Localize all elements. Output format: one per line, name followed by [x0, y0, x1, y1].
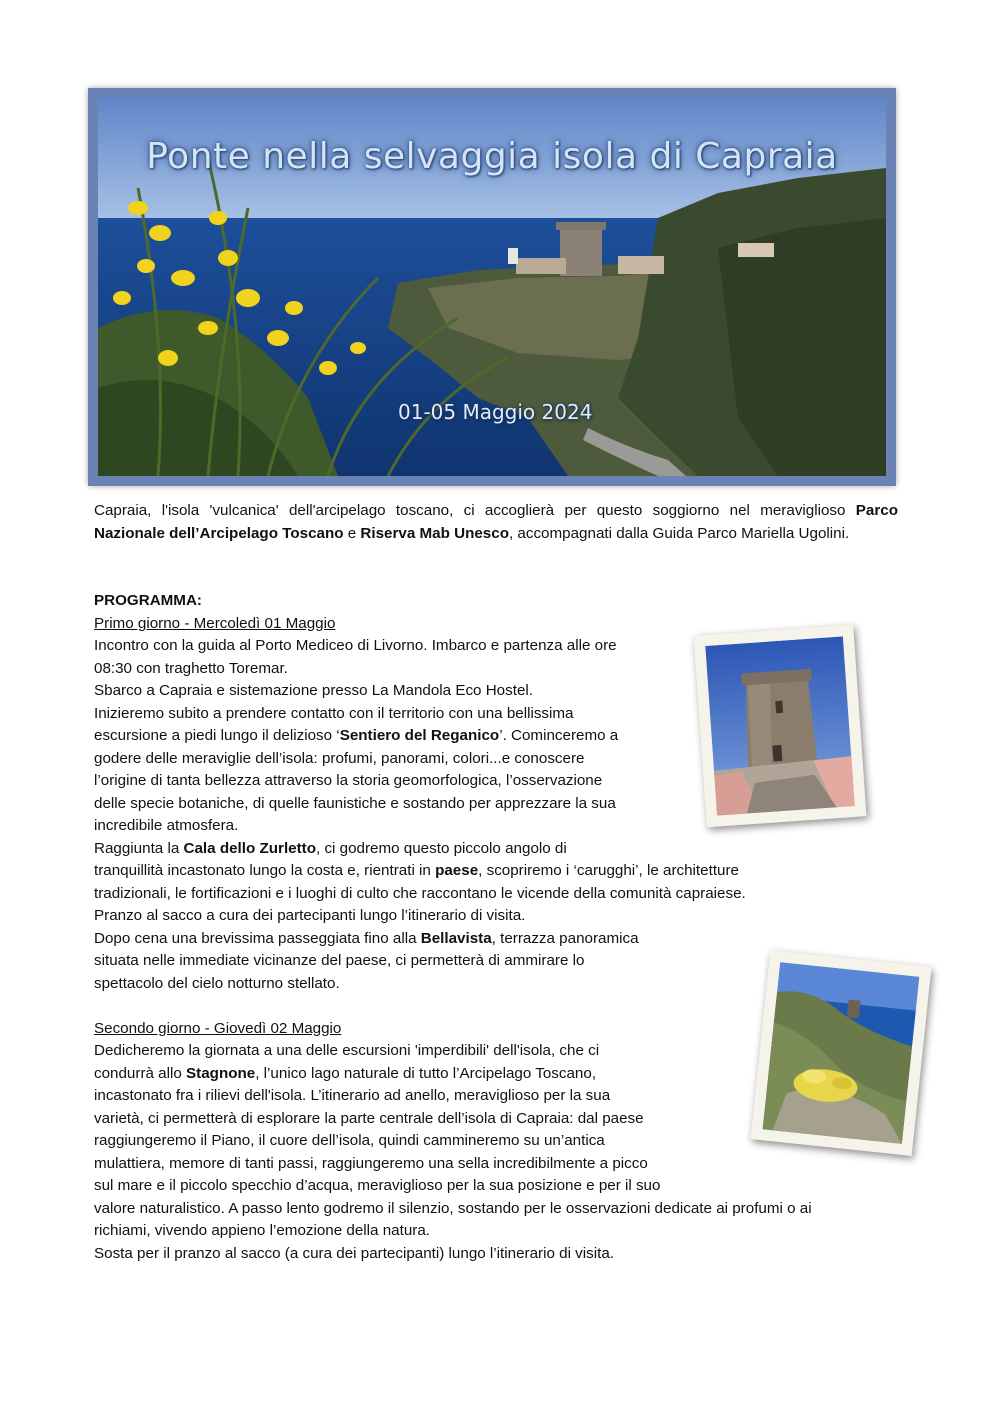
- cove-name: Cala dello Zurletto: [183, 839, 316, 857]
- tower-photo: [693, 625, 866, 828]
- day1-text: , ci godremo questo piccolo angolo di: [316, 839, 567, 857]
- day2-title: Secondo giorno - Giovedì 02 Maggio: [94, 1019, 342, 1037]
- day1-line: incredibile atmosfera.: [94, 817, 239, 834]
- day2-line: richiami, vivendo appieno l’emozione della natura.: [94, 1222, 431, 1239]
- day1-line: [94, 838, 898, 861]
- tower-image: [705, 636, 855, 815]
- program-heading: PROGRAMMA:: [94, 592, 202, 609]
- day1-text: escursione a piedi lungo il delizioso ‘: [94, 727, 340, 744]
- village-name: paese: [435, 862, 479, 879]
- day1-line: tradizionali, le fortificazioni e i luoghi di culto che raccontano le vicende della comunità capraiese.: [94, 884, 746, 902]
- day2-text: condurrà allo: [94, 1064, 187, 1082]
- day1-title: Primo giorno - Mercoledì 01 Maggio: [94, 614, 336, 632]
- day1-text: Dopo cena una brevissima passeggiata fino alla: [94, 929, 421, 947]
- banner-photo: [98, 98, 886, 476]
- day2-line: mulattiera, memore di tanti passi, raggiungeremo una sella incredibilmente a picco: [94, 1154, 648, 1172]
- intro-park-name: Parco Nazionale dell’Arcipelago Toscano: [94, 502, 898, 542]
- day1-line: Inizieremo subito a prendere contatto con il territorio con una bellissima: [94, 704, 574, 722]
- day1-line: [94, 860, 898, 883]
- day2-text: , l’unico lago naturale di tutto l’Arcipelago Toscano,: [255, 1064, 597, 1082]
- day1-line: delle specie botaniche, di quelle faunistiche e sostando per apprezzare la sua: [94, 794, 616, 812]
- viewpoint-name: Bellavista: [420, 929, 492, 947]
- day2-line: sul mare e il piccolo specchio d’acqua, meraviglioso per la sua posizione e per il suo: [94, 1177, 661, 1194]
- day1-line: [94, 928, 898, 951]
- day1-line: situata nelle immediate vicinanze del paese, ci permetterà di ammirare lo: [94, 952, 585, 969]
- landscape-photo: [751, 950, 932, 1156]
- day1-text: Raggiunta la: [94, 839, 184, 857]
- header-banner: [88, 88, 896, 486]
- banner-dates: 01-05 Maggio 2024: [398, 400, 593, 424]
- hillside-image: [763, 962, 920, 1144]
- intro-text: , accompagnati dalla Guida Parco Mariella Ugolini.: [508, 524, 850, 542]
- day2-line: varietà, ci permetterà di esplorare la parte centrale dell’isola di Capraia: dal paese: [94, 1109, 644, 1127]
- intro-text: e: [343, 524, 361, 542]
- day1-line: l’origine di tanta bellezza attraverso la storia geomorfologica, l’osservazione: [94, 772, 603, 789]
- day1-line: Sbarco a Capraia e sistemazione presso La Mandola Eco Hostel.: [94, 682, 533, 699]
- day2-line: valore naturalistico. A passo lento godremo il silenzio, sostando per le osservazioni dedicate ai profumi o ai: [94, 1199, 812, 1217]
- day1-text: , terrazza panoramica: [491, 929, 639, 947]
- day1-line: godere delle meraviglie dell’isola: profumi, panorami, colori...e conoscere: [94, 749, 585, 767]
- day1-text: ’. Cominceremo a: [499, 727, 619, 744]
- banner-title: Ponte nella selvaggia isola di Capraia: [146, 136, 838, 177]
- lake-name: Stagnone: [186, 1064, 256, 1082]
- day1-line: Pranzo al sacco a cura dei partecipanti lungo l’itinerario di visita.: [94, 907, 526, 924]
- trail-name: Sentiero del Reganico: [339, 727, 500, 744]
- intro-reserve-name: Riserva Mab Unesco: [360, 524, 509, 542]
- intro-text: Capraia, l'isola 'vulcanica' dell'arcipelago toscano, ci accoglierà per questo soggiorno nel meraviglioso: [94, 502, 856, 519]
- day1-line: 08:30 con traghetto Toremar.: [94, 659, 288, 677]
- day2-line: Dedicheremo la giornata a una delle escursioni 'imperdibili' dell'isola, che ci: [94, 1042, 600, 1059]
- day2-line: Sosta per il pranzo al sacco (a cura dei partecipanti) lungo l’itinerario di visita.: [94, 1244, 615, 1262]
- day2-line: incastonato fra i rilievi dell'isola. L’itinerario ad anello, meraviglioso per la sua: [94, 1087, 611, 1104]
- day1-line: Incontro con la guida al Porto Mediceo di Livorno. Imbarco e partenza alle ore: [94, 637, 617, 654]
- day2-line: raggiungeremo il Piano, il cuore dell’isola, quindi cammineremo su un’antica: [94, 1132, 605, 1149]
- intro-paragraph: [94, 500, 898, 545]
- day1-text: , scopriremo i ‘carugghi’, le architetture: [478, 862, 739, 879]
- day1-text: tranquillità incastonato lungo la costa e, rientrati in: [94, 862, 436, 879]
- day1-line: spettacolo del cielo notturno stellato.: [94, 974, 340, 992]
